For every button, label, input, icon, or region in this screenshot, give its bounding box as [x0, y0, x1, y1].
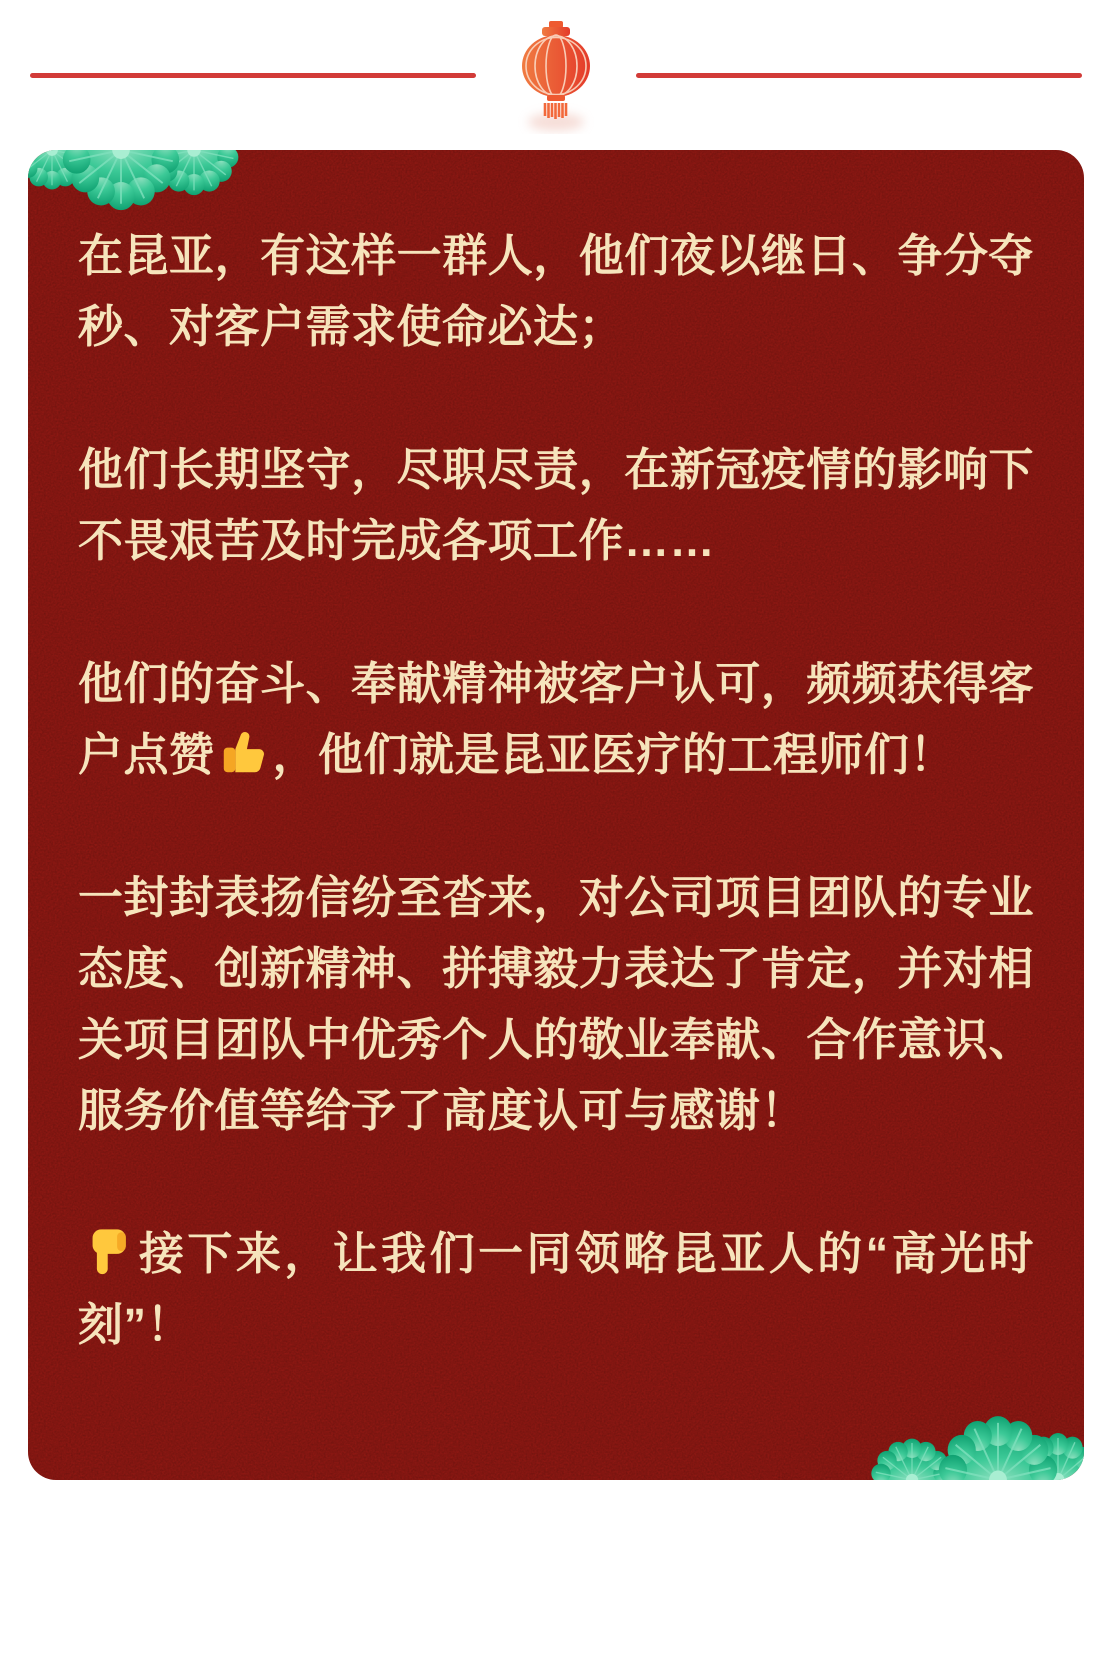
green-fan-icon	[1012, 1430, 1084, 1480]
red-lantern-icon	[504, 20, 608, 134]
paragraph	[78, 220, 1034, 362]
text-run: 在昆亚，有这样一群人，他们夜以继日、争分夺秒、对客户需求使命必达；	[78, 230, 1034, 352]
green-fan-icon	[146, 150, 242, 198]
paragraph	[78, 1218, 1034, 1360]
paragraph	[78, 434, 1034, 576]
point-down-emoji	[81, 1225, 133, 1277]
lantern-graphic	[504, 20, 608, 134]
paragraph	[78, 862, 1034, 1146]
thumbs-up-emoji	[218, 726, 270, 778]
header-divider	[0, 0, 1112, 150]
text-run: 他们长期坚守，尽职尽责，在新冠疫情的影响下不畏艰苦及时完成各项工作……	[78, 444, 1034, 566]
text-run: ，他们就是昆亚医疗的工程师们！	[272, 729, 956, 780]
text-run: 他们的奋斗、奉献精神被客户认可，频频获得客户点赞	[78, 658, 1034, 780]
content-card	[28, 150, 1084, 1480]
green-fan-icon	[28, 150, 94, 192]
green-fan-icon	[58, 150, 184, 214]
text-run: 接下来，让我们一同领略昆亚人的“高光时刻”！	[78, 1228, 1034, 1350]
divider-line-right	[636, 73, 1082, 78]
green-fan-icon	[934, 1412, 1062, 1480]
corner-decoration-bottom-right	[824, 1390, 1084, 1480]
green-fan-icon	[868, 1436, 956, 1480]
card-paragraphs	[78, 220, 1034, 1360]
divider-line-left	[30, 73, 476, 78]
paragraph	[78, 648, 1034, 790]
text-run: 一封封表扬信纷至沓来，对公司项目团队的专业态度、创新精神、拼搏毅力表达了肯定，并对相关项目团队中优秀个人的敬业奉献、合作意识、服务价值等给予了高度认可与感谢！	[78, 872, 1034, 1136]
